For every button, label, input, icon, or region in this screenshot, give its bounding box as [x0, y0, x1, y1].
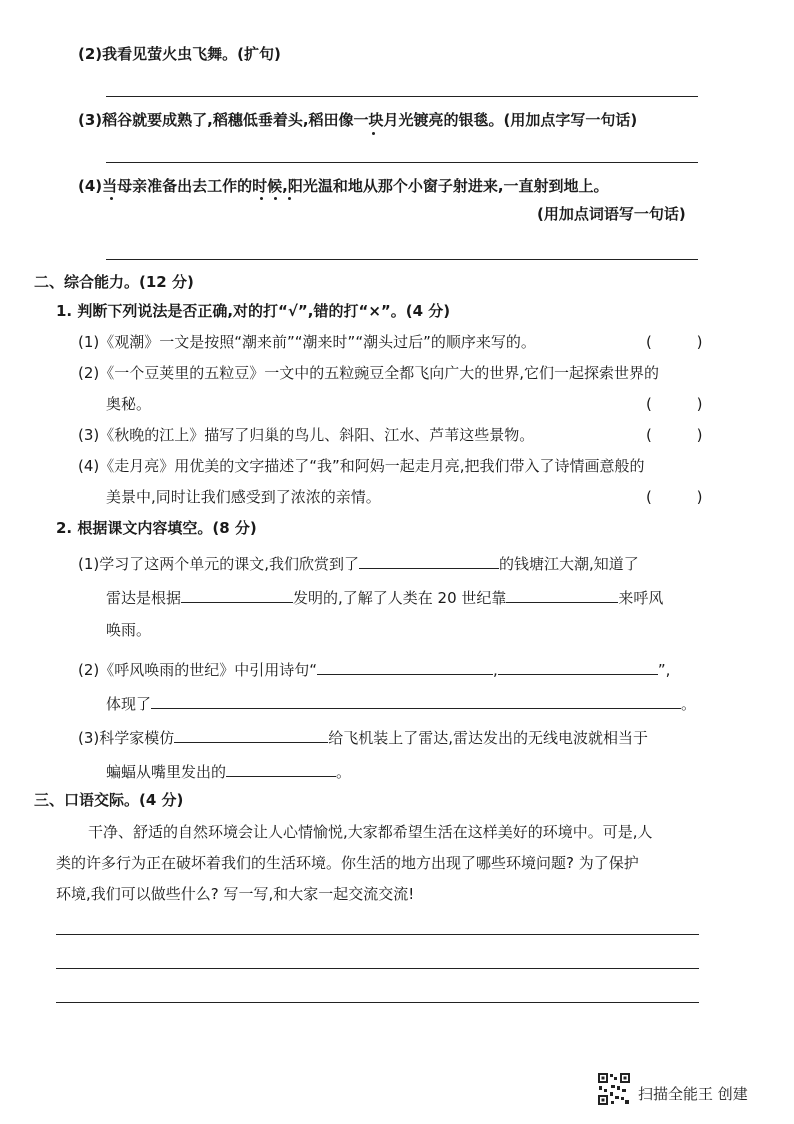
fill-text: (2)《呼风唤雨的世纪》中引用诗句“	[78, 661, 318, 679]
fill-text: 的钱塘江大潮,知道了	[499, 555, 639, 573]
fill-3-line-1	[78, 726, 648, 748]
emphasis-dot	[288, 197, 291, 200]
s3-para-3: 环境,我们可以做些什么? 写一写,和大家一起交流交流!	[56, 885, 415, 903]
writing-line[interactable]	[56, 934, 699, 935]
emphasis-dot	[260, 197, 263, 200]
fill-text: 雷达是根据	[106, 589, 182, 607]
fill-text: 给飞机装上了雷达,雷达发出的无线电波就相当于	[328, 729, 649, 747]
s3-heading: 三、口语交际。(4 分)	[34, 791, 184, 809]
emphasis-dot	[110, 197, 113, 200]
fill-blank[interactable]	[226, 760, 336, 777]
judge-item-1: (1)《观潮》一文是按照“潮来前”“潮来时”“潮头过后”的顺序来写的。	[78, 333, 536, 351]
s1-q3: (3)稻谷就要成熟了,稻穗低垂着头,稻田像一块月光镀亮的银毯。(用加点字写一句话)	[78, 111, 638, 129]
fill-text: ,	[493, 661, 498, 679]
judge-answer-2[interactable]: ( )	[646, 395, 723, 413]
writing-line[interactable]	[56, 968, 699, 969]
judge-item-4-cont: 美景中,同时让我们感受到了浓浓的亲情。	[106, 488, 381, 506]
writing-line[interactable]	[56, 1002, 699, 1003]
fill-text: 。	[681, 695, 697, 713]
judge-answer-3[interactable]: ( )	[646, 426, 723, 444]
fill-blank[interactable]	[359, 552, 499, 569]
s1-q4: (4)当母亲准备出去工作的时候,阳光温和地从那个小窗子射进来,一直射到地上。	[78, 177, 609, 195]
fill-text: ”,	[657, 661, 671, 679]
fill-text: 来呼风	[618, 589, 664, 607]
s1-q2: (2)我看见萤火虫飞舞。(扩句)	[78, 45, 281, 63]
qr-code-icon	[597, 1072, 631, 1106]
fill-2-line-1	[78, 658, 670, 680]
judge-item-2-cont: 奥秘。	[106, 395, 152, 413]
s3-para-1: 干净、舒适的自然环境会让人心情愉悦,大家都希望生活在这样美好的环境中。可是,人	[88, 823, 653, 841]
s2-p1-title: 1. 判断下列说法是否正确,对的打“√”,错的打“×”。(4 分)	[56, 302, 451, 320]
s2-p2-title: 2. 根据课文内容填空。(8 分)	[56, 519, 257, 537]
fill-text: 发明的,了解了人类在 20 世纪靠	[293, 589, 507, 607]
fill-text: (3)科学家模仿	[78, 729, 175, 747]
fill-1-line-3: 唤雨。	[106, 621, 152, 639]
fill-blank[interactable]	[498, 658, 658, 675]
s2-heading: 二、综合能力。(12 分)	[34, 273, 194, 291]
emphasis-dot	[274, 197, 277, 200]
fill-3-line-2	[106, 760, 351, 782]
judge-item-3: (3)《秋晚的江上》描写了归巢的鸟儿、斜阳、江水、芦苇这些景物。	[78, 426, 535, 444]
answer-line[interactable]	[106, 96, 698, 97]
fill-text: 体现了	[106, 695, 152, 713]
fill-text: 蝙蝠从嘴里发出的	[106, 763, 227, 781]
fill-text: (1)学习了这两个单元的课文,我们欣赏到了	[78, 555, 360, 573]
fill-1-line-2	[106, 586, 663, 608]
fill-1-line-1	[78, 552, 639, 574]
judge-item-4: (4)《走月亮》用优美的文字描述了“我”和阿妈一起走月亮,把我们带入了诗情画意般的	[78, 457, 645, 475]
s1-q4-note: (用加点词语写一句话)	[537, 205, 686, 223]
judge-answer-4[interactable]: ( )	[646, 488, 723, 506]
answer-line[interactable]	[106, 259, 698, 260]
fill-2-line-2	[106, 692, 696, 714]
fill-blank[interactable]	[151, 692, 681, 709]
judge-answer-1[interactable]: ( )	[646, 333, 723, 351]
fill-text: 。	[336, 763, 352, 781]
judge-item-2: (2)《一个豆荚里的五粒豆》一文中的五粒豌豆全都飞向广大的世界,它们一起探索世界的	[78, 364, 660, 382]
fill-blank[interactable]	[181, 586, 293, 603]
fill-blank[interactable]	[506, 586, 618, 603]
s3-para-2: 类的许多行为正在破坏着我们的生活环境。你生活的地方出现了哪些环境问题? 为了保护	[56, 854, 639, 872]
scanner-watermark: 扫描全能王 创建	[638, 1085, 748, 1103]
emphasis-dot	[372, 132, 375, 135]
fill-blank[interactable]	[317, 658, 493, 675]
answer-line[interactable]	[106, 162, 698, 163]
fill-blank[interactable]	[174, 726, 328, 743]
